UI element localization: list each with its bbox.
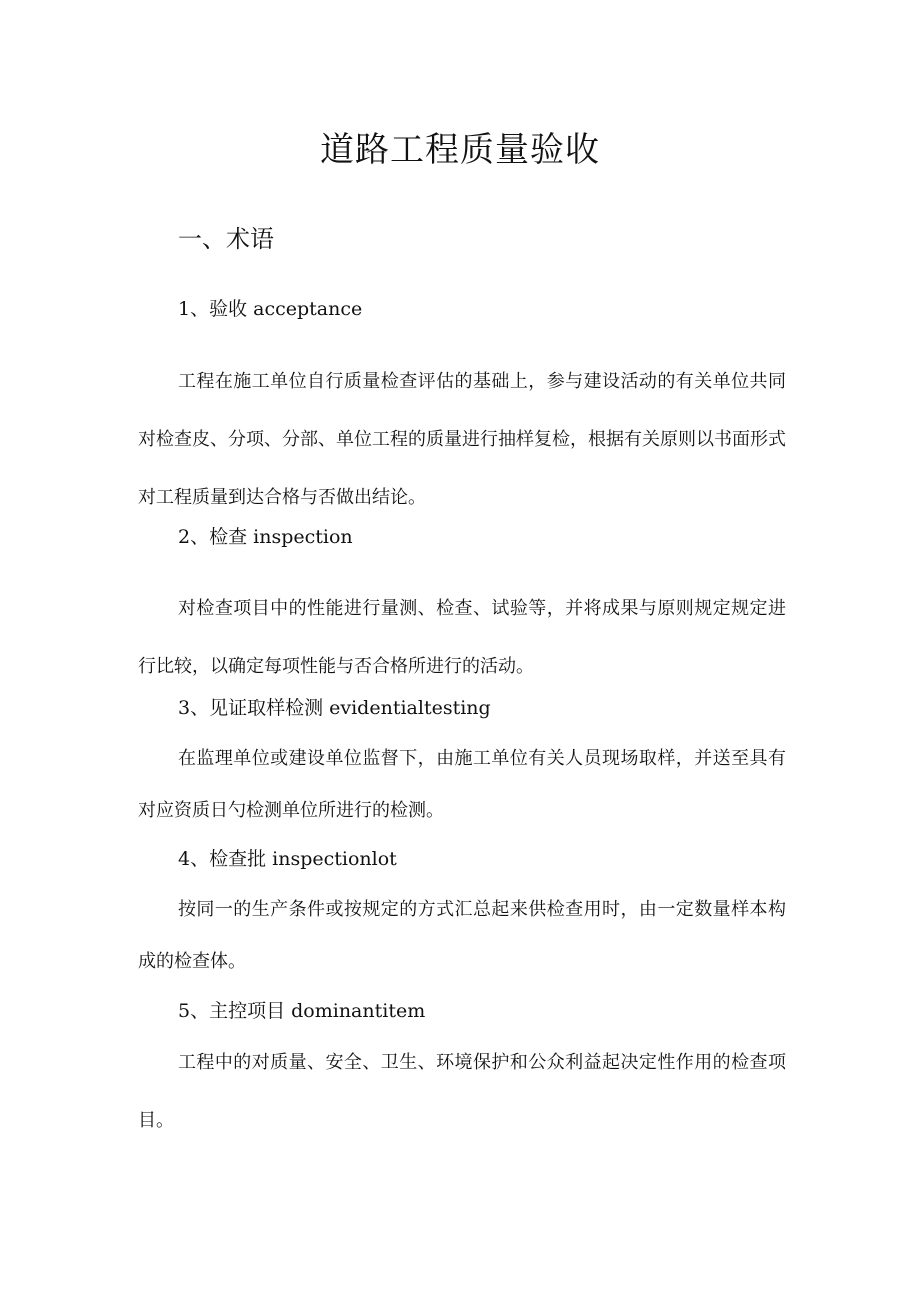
term-heading-acceptance: 1、验收 acceptance [178, 298, 363, 320]
document-title: 道路工程质量验收 [320, 130, 600, 170]
term-heading-inspection: 2、检查 inspection [178, 526, 353, 548]
term-heading-evidential-testing: 3、见证取样检测 evidentialtesting [178, 697, 491, 719]
term-heading-inspection-lot: 4、检查批 inspectionlot [178, 848, 397, 870]
term-definition-inspection: 对检查项目中的性能进行量测、检查、试验等，并将成果与原则规定规定进行比较，以确定每项性能与否合格所进行的活动。 [138, 598, 786, 677]
term-definition-acceptance: 工程在施工单位自行质量检查评估的基础上，参与建设活动的有关单位共同对检查皮、分项、分部、单位工程的质量进行抽样复检，根据有关原则以书面形式对工程质量到达合格与否做出结论。 [138, 371, 786, 508]
term-definition-dominant-item: 工程中的对质量、安全、卫生、环境保护和公众利益起决定性作用的检查项目。 [138, 1052, 786, 1131]
term-heading-dominant-item: 5、主控项目 dominantitem [178, 1000, 426, 1022]
term-definition-evidential-testing: 在监理单位或建设单位监督下，由施工单位有关人员现场取样，并送至具有对应资质日勺检测单位所进行的检测。 [138, 748, 786, 821]
term-definition-inspection-lot: 按同一的生产条件或按规定的方式汇总起来供检查用时，由一定数量样本构成的检查体。 [138, 899, 786, 972]
section-heading-terms: 一、术语 [178, 225, 274, 253]
